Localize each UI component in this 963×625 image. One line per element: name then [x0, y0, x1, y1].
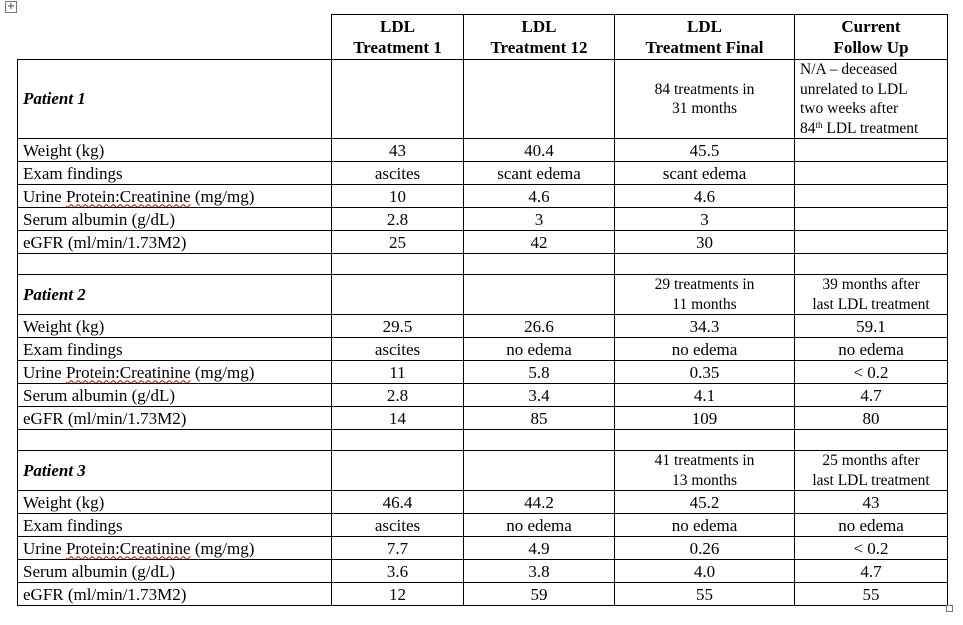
value-treatment-final: no edema: [615, 514, 795, 537]
follow-up-note: [795, 275, 948, 315]
final-note-line: 11 months: [672, 295, 737, 313]
spacer-cell: [464, 254, 615, 275]
measure-label-prefix: Urine: [23, 186, 66, 206]
header-row: [18, 15, 948, 60]
spellcheck-flagged-text: Protein:Creatinine: [65, 362, 191, 382]
follow-up-note: [795, 60, 948, 139]
follow-up-note-line: 25 months after: [822, 452, 920, 469]
spacer-cell: [615, 254, 795, 275]
value-treatment-1: 43: [332, 139, 464, 162]
measure-label: Serum albumin (g/dL): [18, 208, 332, 231]
final-note: [615, 451, 795, 491]
results-table: [17, 14, 948, 606]
table-row: [18, 537, 948, 560]
value-follow-up: 59.1: [795, 315, 948, 338]
measure-label: Serum albumin (g/dL): [18, 560, 332, 583]
table-row: [18, 514, 948, 537]
spellcheck-flagged-text: Protein:Creatinine: [65, 538, 191, 558]
measure-label-prefix: Urine: [23, 362, 66, 382]
final-note-line: 84 treatments in: [654, 80, 755, 98]
value-treatment-12: scant edema: [464, 162, 615, 185]
value-treatment-1: 46.4: [332, 491, 464, 514]
value-follow-up: [795, 231, 948, 254]
final-note-line: 13 months: [671, 471, 738, 489]
patient-name: Patient 3: [18, 451, 332, 491]
table-row: [18, 185, 948, 208]
value-treatment-1: ascites: [332, 162, 464, 185]
value-follow-up: 4.7: [795, 560, 948, 583]
final-note: [615, 60, 795, 139]
value-treatment-12: 4.9: [464, 537, 615, 560]
value-treatment-12: no edema: [464, 514, 615, 537]
value-treatment-1: 29.5: [332, 315, 464, 338]
value-treatment-1: ascites: [332, 338, 464, 361]
value-follow-up: [795, 185, 948, 208]
table-row: [18, 162, 948, 185]
value-treatment-1: 25: [332, 231, 464, 254]
table-row: [18, 231, 948, 254]
measure-label: Weight (kg): [18, 315, 332, 338]
table-move-handle-icon[interactable]: +: [6, 1, 16, 12]
table-row: [18, 208, 948, 231]
value-treatment-12: 4.6: [464, 185, 615, 208]
spacer-cell: [464, 430, 615, 451]
value-treatment-final: 0.35: [615, 361, 795, 384]
value-treatment-1: 2.8: [332, 208, 464, 231]
value-follow-up: 43: [795, 491, 948, 514]
spacer-row: [18, 254, 948, 275]
header-treatment-1: LDL Treatment 1: [332, 15, 464, 60]
value-treatment-1: 7.7: [332, 537, 464, 560]
follow-up-note-line: 39 months after: [822, 276, 920, 293]
table-row: [18, 139, 948, 162]
follow-up-note-line: last LDL treatment: [812, 471, 930, 489]
table-row: [18, 361, 948, 384]
value-treatment-12: 42: [464, 231, 615, 254]
patient-name: Patient 1: [18, 60, 332, 139]
measure-label: Weight (kg): [18, 139, 332, 162]
value-treatment-1: 2.8: [332, 384, 464, 407]
measure-label: [18, 185, 332, 208]
value-treatment-12: 26.6: [464, 315, 615, 338]
value-treatment-final: 4.6: [615, 185, 795, 208]
value-follow-up: 4.7: [795, 384, 948, 407]
measure-label: eGFR (ml/min/1.73M2): [18, 583, 332, 606]
value-follow-up: [795, 208, 948, 231]
value-treatment-final: 45.2: [615, 491, 795, 514]
value-follow-up: [795, 162, 948, 185]
final-note-line: 29 treatments in: [654, 276, 755, 293]
value-treatment-final: 4.0: [615, 560, 795, 583]
value-treatment-12: 3.8: [464, 560, 615, 583]
value-follow-up: < 0.2: [795, 361, 948, 384]
value-treatment-1: 10: [332, 185, 464, 208]
header-treatment-final: LDL Treatment Final: [615, 15, 795, 60]
spacer-cell: [18, 430, 332, 451]
header-treatment-12: LDL Treatment 12: [464, 15, 615, 60]
empty-cell: [332, 451, 464, 491]
table-row: [18, 583, 948, 606]
measure-label: eGFR (ml/min/1.73M2): [18, 407, 332, 430]
spacer-row: [18, 430, 948, 451]
follow-up-note-line: N/A – deceased: [800, 61, 898, 78]
measure-label: [18, 361, 332, 384]
value-treatment-12: 5.8: [464, 361, 615, 384]
patient-header-row: [18, 275, 948, 315]
measure-label: Exam findings: [18, 338, 332, 361]
header-current-follow-up: Current Follow Up: [795, 15, 948, 60]
patient-header-row: [18, 451, 948, 491]
measure-label-unit: (mg/mg): [190, 186, 255, 206]
value-treatment-final: 55: [615, 583, 795, 606]
value-treatment-final: 45.5: [615, 139, 795, 162]
header-corner: [18, 15, 332, 60]
measure-label: Exam findings: [18, 514, 332, 537]
value-treatment-12: 40.4: [464, 139, 615, 162]
patient-header-row: [18, 60, 948, 139]
spacer-cell: [332, 430, 464, 451]
final-note-line: 31 months: [671, 100, 738, 117]
ordinal-suffix: th: [815, 119, 823, 130]
value-treatment-12: 85: [464, 407, 615, 430]
table-row: [18, 560, 948, 583]
table-resize-handle[interactable]: [946, 605, 953, 612]
value-treatment-1: 11: [332, 361, 464, 384]
table-row: [18, 315, 948, 338]
spacer-cell: [795, 430, 948, 451]
final-note-line: 41 treatments in: [654, 452, 755, 469]
value-follow-up: 55: [795, 583, 948, 606]
spacer-cell: [332, 254, 464, 275]
measure-label: Exam findings: [18, 162, 332, 185]
measure-label-prefix: Urine: [23, 538, 66, 558]
measure-label: Weight (kg): [18, 491, 332, 514]
empty-cell: [464, 451, 615, 491]
value-treatment-final: scant edema: [615, 162, 795, 185]
value-treatment-12: 3.4: [464, 384, 615, 407]
final-note: [615, 275, 795, 315]
value-follow-up: [795, 139, 948, 162]
value-treatment-12: 44.2: [464, 491, 615, 514]
value-treatment-1: ascites: [332, 514, 464, 537]
empty-cell: [464, 275, 615, 315]
follow-up-note: [795, 451, 948, 491]
table-row: [18, 407, 948, 430]
value-treatment-12: no edema: [464, 338, 615, 361]
measure-label: [18, 537, 332, 560]
value-treatment-final: no edema: [615, 338, 795, 361]
value-follow-up: no edema: [795, 338, 948, 361]
follow-up-note-tail: LDL treatment: [822, 119, 919, 137]
spacer-cell: [18, 254, 332, 275]
patient-name: Patient 2: [18, 275, 332, 315]
table-row: [18, 384, 948, 407]
empty-cell: [332, 60, 464, 139]
value-treatment-final: 3: [615, 208, 795, 231]
measure-label-unit: (mg/mg): [190, 362, 255, 382]
follow-up-note-number: 84: [800, 119, 816, 137]
value-treatment-final: 4.1: [615, 384, 795, 407]
measure-label: Serum albumin (g/dL): [18, 384, 332, 407]
measure-label-unit: (mg/mg): [190, 538, 255, 558]
empty-cell: [332, 275, 464, 315]
value-treatment-12: 59: [464, 583, 615, 606]
value-follow-up: 80: [795, 407, 948, 430]
spacer-cell: [795, 254, 948, 275]
spacer-cell: [615, 430, 795, 451]
value-follow-up: < 0.2: [795, 537, 948, 560]
value-treatment-final: 30: [615, 231, 795, 254]
measure-label: eGFR (ml/min/1.73M2): [18, 231, 332, 254]
follow-up-note-line: two weeks after: [800, 100, 899, 117]
follow-up-note-line: unrelated to LDL: [800, 80, 908, 98]
follow-up-note-line: last LDL treatment: [812, 295, 930, 313]
value-treatment-1: 14: [332, 407, 464, 430]
value-treatment-12: 3: [464, 208, 615, 231]
spellcheck-flagged-text: Protein:Creatinine: [65, 186, 191, 206]
value-follow-up: no edema: [795, 514, 948, 537]
value-treatment-final: 109: [615, 407, 795, 430]
table-row: [18, 338, 948, 361]
value-treatment-final: 34.3: [615, 315, 795, 338]
table-row: [18, 491, 948, 514]
value-treatment-final: 0.26: [615, 537, 795, 560]
value-treatment-1: 12: [332, 583, 464, 606]
value-treatment-1: 3.6: [332, 560, 464, 583]
empty-cell: [464, 60, 615, 139]
